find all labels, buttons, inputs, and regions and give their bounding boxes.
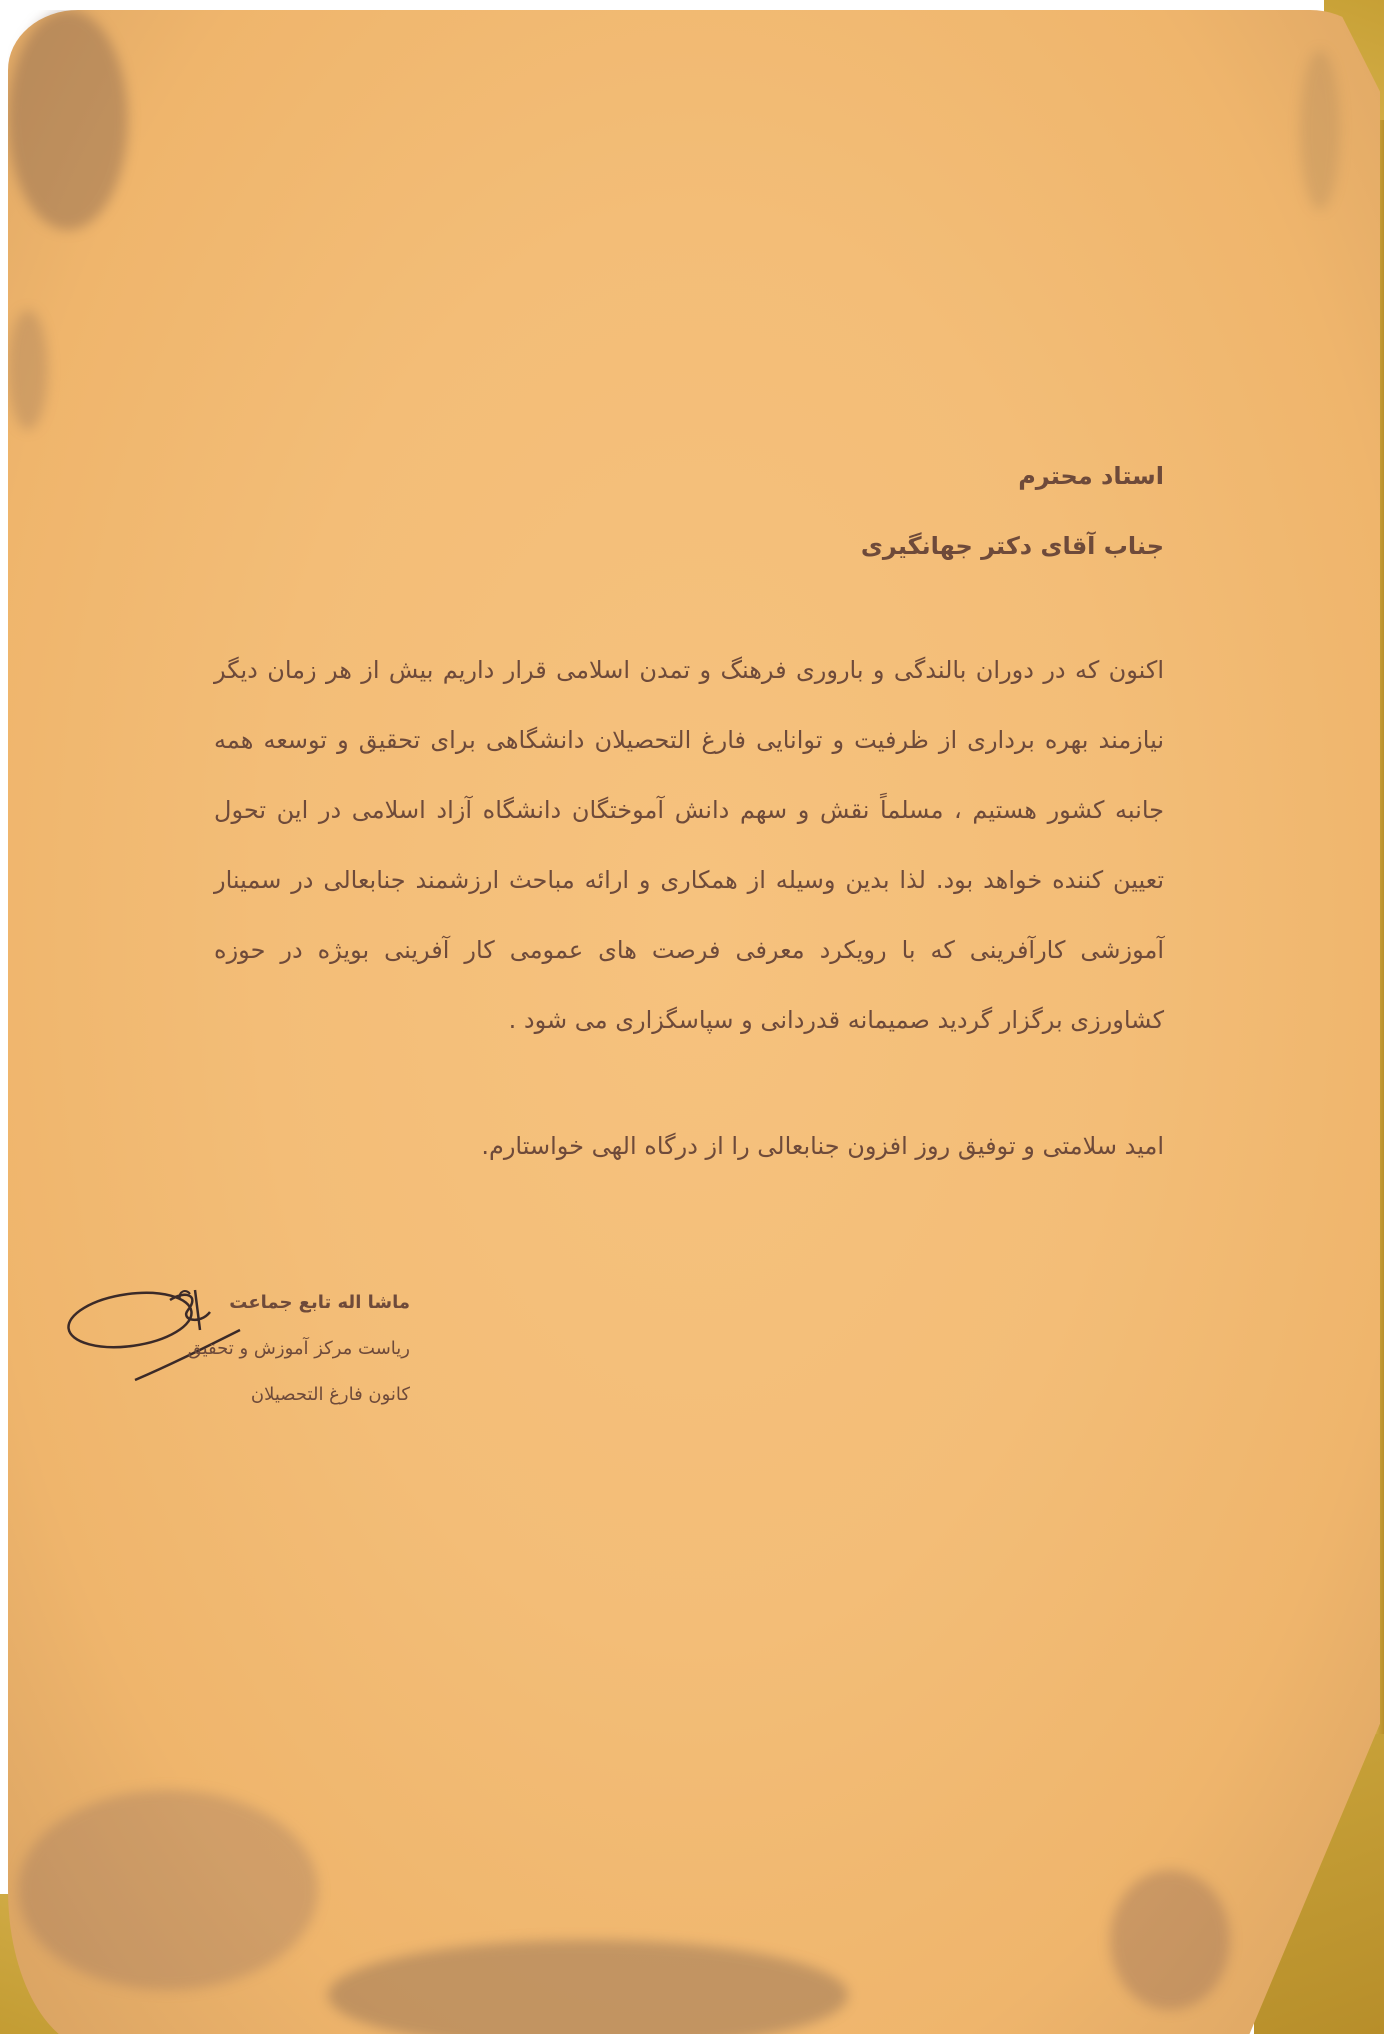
signatory-title: ریاست مرکز آموزش و تحقیق xyxy=(187,1338,410,1359)
salutation-recipient: جناب آقای دکتر جهانگیری xyxy=(860,532,1164,560)
letter-closing: امید سلامتی و توفیق روز افزون جنابعالی را از درگاه الهی خواستارم. xyxy=(481,1132,1164,1160)
signatory-organization: کانون فارغ التحصیلان xyxy=(250,1384,410,1405)
letter-body: اکنون که در دوران بالندگی و باروری فرهنگ و تمدن اسلامی قرار داریم بیش از هر زمان دیگر نیازمند بهره برداری از ظرفیت و توانایی فارغ التحصیلان دانشگاهی برای تحقیق و توسعه همه جانبه کشور هستیم ، مسلماً نقش و سهم دانش آموختگان دانشگاه آزاد اسلامی در این تحول تعیین کننده خواهد بود. لذا بدین وسیله از همکاری و ارائه مباحث ارزشمند جنابعالی در سمینار آموزشی کارآفرینی که با رویکرد معرفی فرصت های عمومی کار آفرینی بویژه در حوزه کشاورزی برگزار گردید صمیمانه قدردانی و سپاسگزاری می شود . xyxy=(214,656,1164,1034)
paper-stain xyxy=(1110,1870,1230,2010)
paper-stain xyxy=(8,10,128,230)
paper-stain xyxy=(1300,50,1340,210)
paper-stain xyxy=(8,310,48,430)
salutation-title: استاد محترم xyxy=(1018,462,1164,490)
paper-stain xyxy=(18,1790,318,1990)
signatory-block xyxy=(150,1280,410,1418)
signatory-name: ماشا اله تابع جماعت xyxy=(229,1292,410,1313)
paper-stain xyxy=(328,1940,848,2034)
